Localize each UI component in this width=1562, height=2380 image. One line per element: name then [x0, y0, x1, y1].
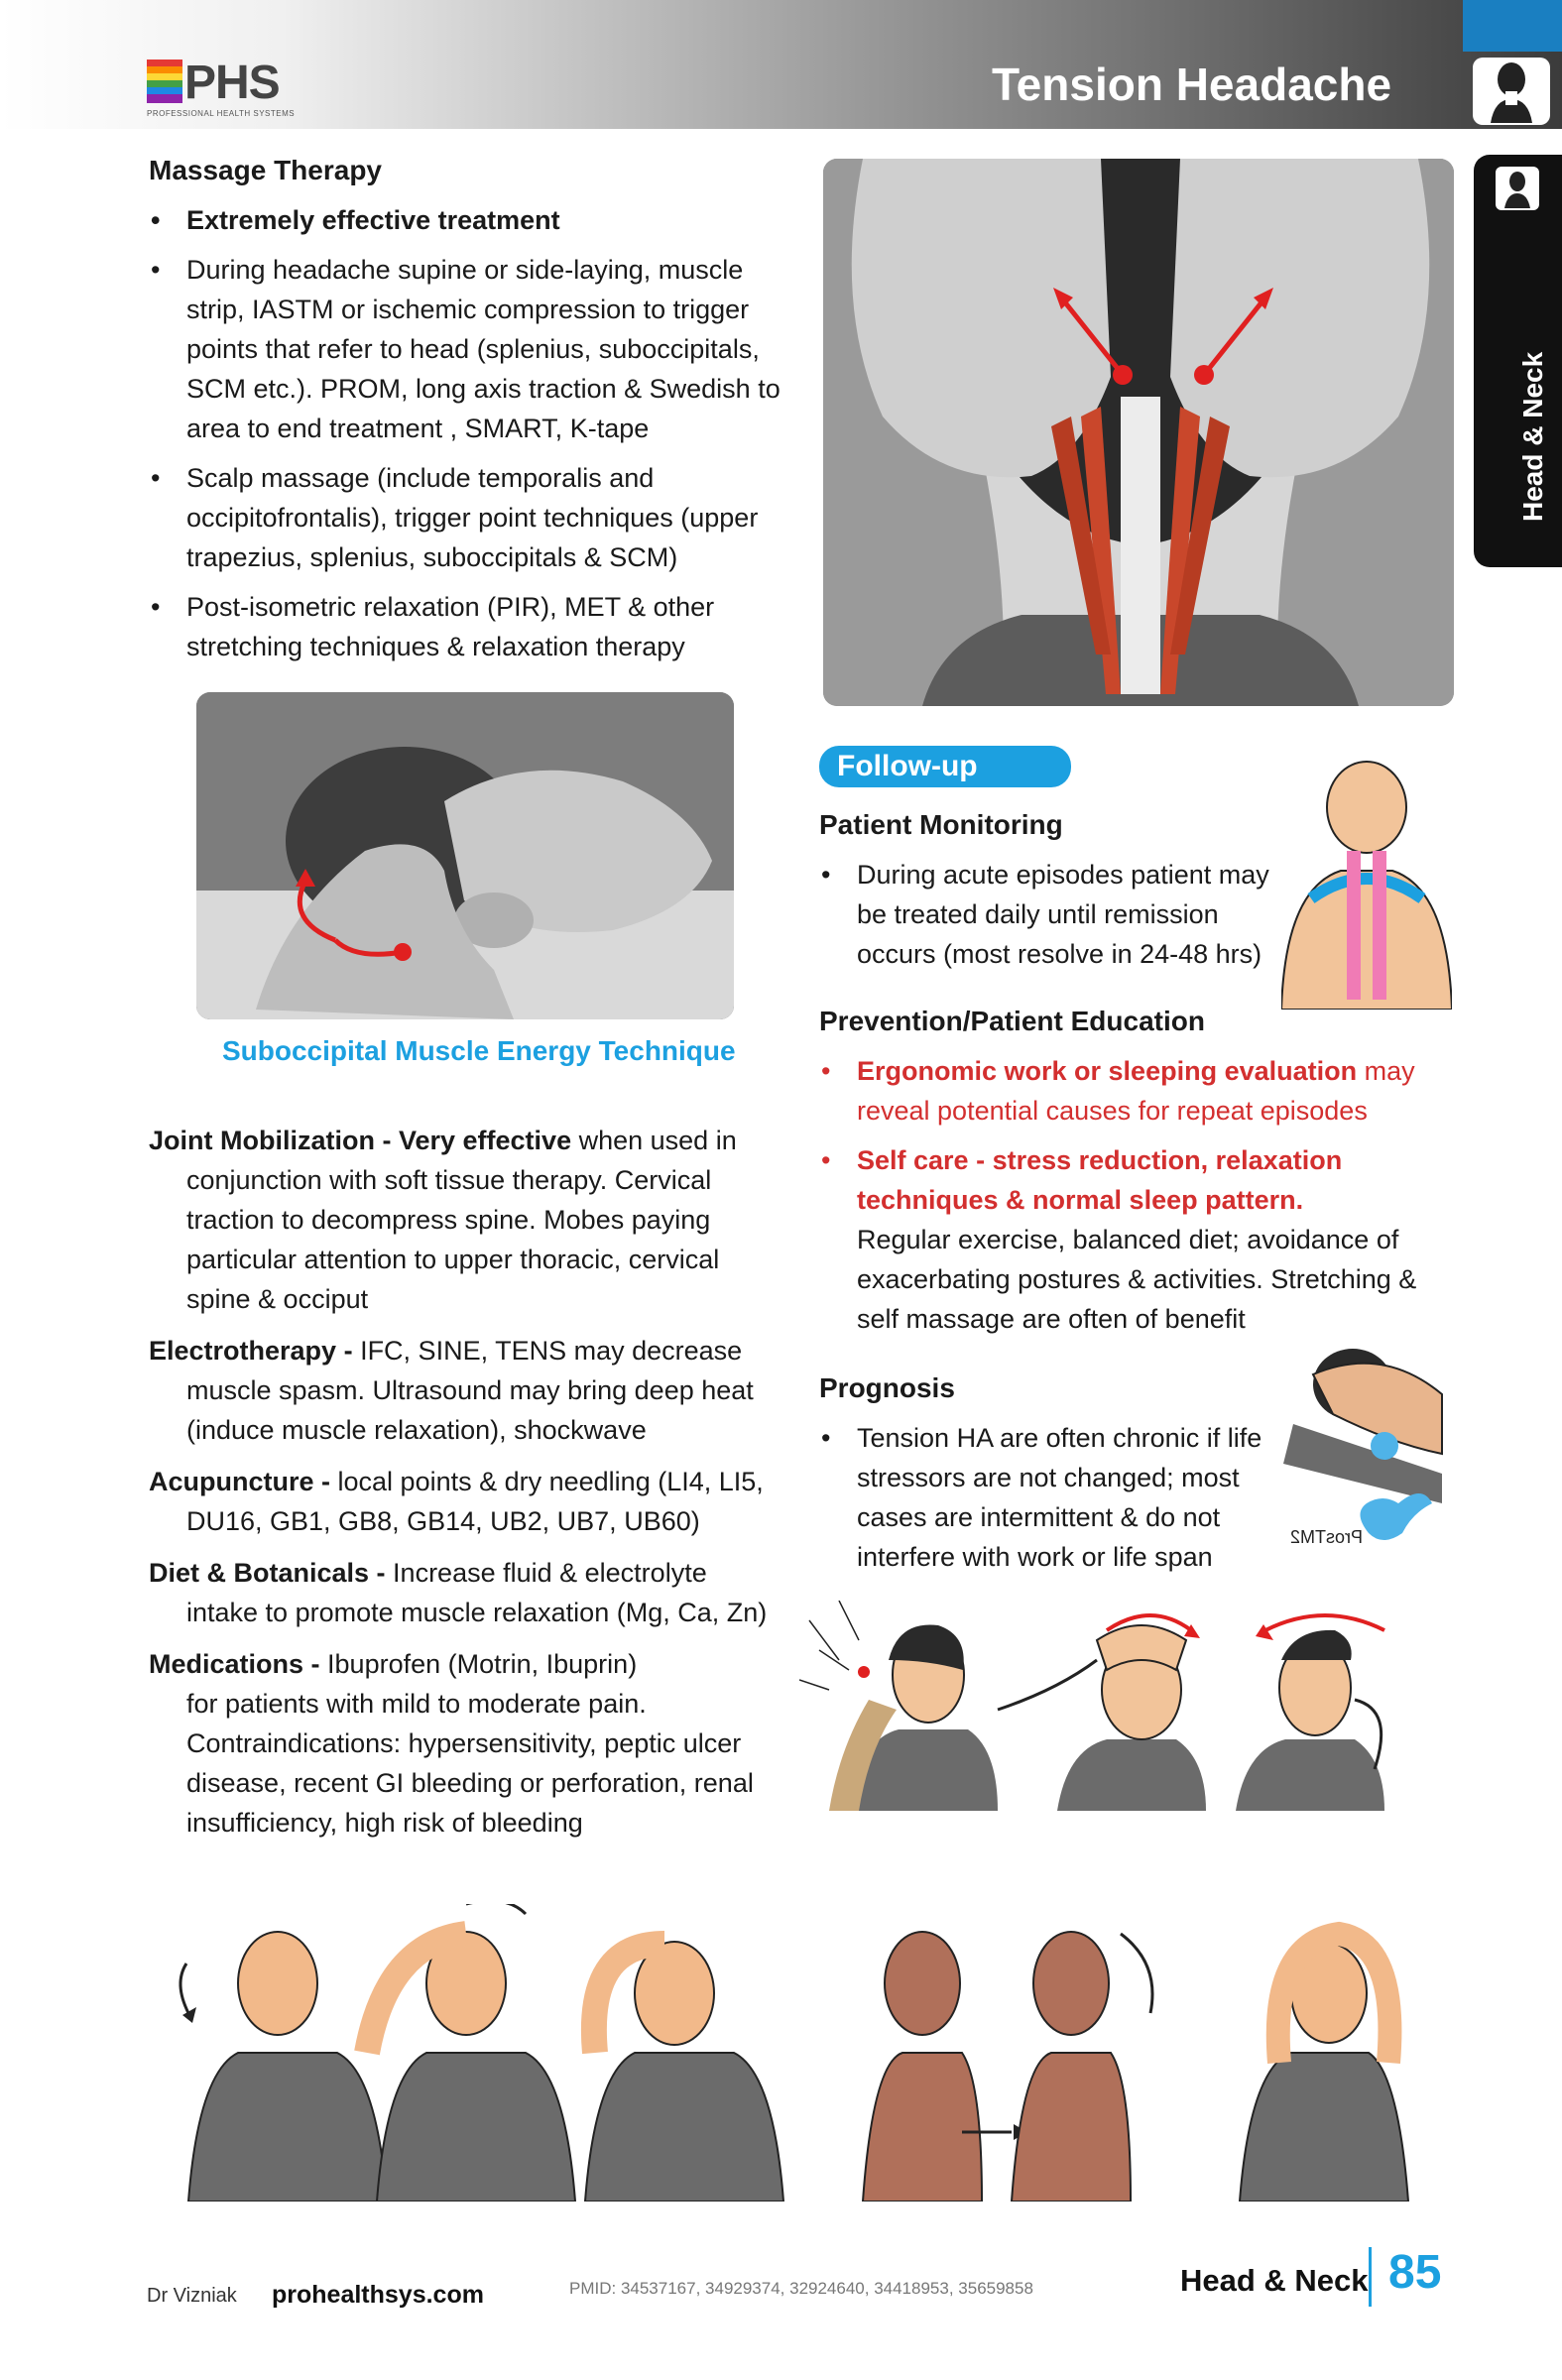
patient-monitoring-section: [819, 805, 1285, 984]
massage-section: [149, 151, 783, 676]
tool-label: ProsTM2: [1289, 1527, 1363, 1547]
treatment-text: IFC, SINE, TENS may decrease muscle spasm. Ultrasound may bring deep heat (induce muscle relaxation), shockwave: [186, 1336, 754, 1445]
treatment-text: Increase fluid & electrolyte intake to promote muscle relaxation (Mg, Ca, Zn): [186, 1558, 768, 1627]
self-massage-tool-illustration: [1273, 1335, 1452, 1563]
logo-subtext: PROFESSIONAL HEALTH SYSTEMS: [147, 109, 296, 118]
stretching-illustrations-row: [799, 1601, 1454, 1811]
logo-flag: [147, 60, 182, 103]
levator-scapulae-stretch-figure: [585, 1942, 783, 2202]
education-bullets: [819, 1051, 1454, 1339]
education-rest-2: Regular exercise, balanced diet; avoidance of exacerbating postures & activities. Stretching & self massage are often of benefit: [857, 1225, 1417, 1334]
massage-bullets: [149, 200, 783, 666]
assisted-lateral-flexion-figure: [367, 1904, 575, 2202]
massage-bullet: • Post-isometric relaxation (PIR), MET & other stretching techniques & relaxation therapy: [149, 587, 783, 666]
education-bold-1: Ergonomic work or sleeping evaluation: [857, 1056, 1358, 1086]
treatment-label: Medications -: [149, 1649, 320, 1679]
patient-education-section: [819, 1002, 1454, 1349]
massage-heading: Massage Therapy: [149, 155, 382, 185]
neck-stretch-illustrations-row: [169, 1904, 1438, 2202]
acupuncture-figure: [799, 1601, 998, 1811]
page-title: Tension Headache: [992, 59, 1392, 110]
prognosis-heading: Prognosis: [819, 1372, 955, 1403]
education-bullet: [819, 1051, 1454, 1130]
footer-website-link[interactable]: prohealthsys.com: [272, 2281, 484, 2309]
prognosis-section: [819, 1368, 1275, 1587]
monitoring-bullet: • During acute episodes patient may be treated daily until remission occurs (most resolve in 24-48 hrs): [819, 855, 1285, 974]
suboccipital-technique-photo: [196, 692, 734, 1019]
followup-badge: Follow-up: [819, 746, 1071, 787]
photo-caption: Suboccipital Muscle Energy Technique: [222, 1035, 736, 1066]
neck-extension-figure: [1012, 1932, 1152, 2202]
treatment-text: Ibuprofen (Motrin, Ibuprin): [319, 1649, 638, 1679]
neck-anatomy-illustration: [823, 159, 1454, 706]
treatment-text: when used in conjunction with soft tissue therapy. Cervical traction to decompress spine. Mobes paying particular attention to upper thoracic, cervical spine & occiput: [186, 1126, 737, 1314]
treatment-label: Acupuncture -: [149, 1467, 331, 1496]
treatment-extra: for patients with mild to moderate pain. Contraindications: hypersensitivity, peptic ulcer disease, recent GI bleeding or perforation, renal insufficiency, high risk of bleeding: [186, 1689, 754, 1838]
treatment-text: local points & dry needling (LI4, LI5, DU16, GB1, GB8, GB14, UB2, UB7, UB60): [186, 1467, 764, 1536]
education-bullet: [819, 1140, 1454, 1339]
logo-text: PHS: [184, 57, 280, 109]
page-number: 85: [1388, 2246, 1442, 2299]
side-tab-label: Head & Neck: [1517, 351, 1548, 522]
massage-bullet: • Scalp massage (include temporalis and occipitofrontalis), trigger point techniques (upper trapezius, splenius, suboccipitals & SCM): [149, 458, 783, 577]
treatment-entry: [149, 1462, 783, 1541]
scalp-massage-figure: [998, 1615, 1206, 1811]
head-rotation-figure: [1236, 1615, 1384, 1811]
footer-divider: [1369, 2247, 1372, 2307]
treatment-list: [149, 1121, 783, 1854]
treatment-entry: [149, 1644, 783, 1843]
footer-author: Dr Vizniak: [147, 2285, 237, 2307]
massage-bullet: • Extremely effective treatment: [149, 200, 783, 240]
lateral-flexion-figure: [180, 1932, 387, 2202]
massage-bullet: • During headache supine or side-laying, muscle strip, IASTM or ischemic compression to trigger points that refer to head (splenius, suboccipitals, SCM etc.). PROM, long axis traction & Swedish to area to end treatment , SMART, K-tape: [149, 250, 783, 448]
treatment-entry: [149, 1553, 783, 1632]
section-side-tab[interactable]: [1474, 155, 1562, 567]
education-rest-1: may reveal potential causes for repeat episodes: [857, 1056, 1415, 1126]
treatment-entry: [149, 1121, 783, 1319]
neck-trigger-point-photo: [823, 159, 1454, 706]
overhead-stretch-figure: [1240, 1934, 1408, 2202]
head-neck-icon: [1473, 58, 1550, 125]
treatment-label: Diet & Botanicals -: [149, 1558, 386, 1588]
education-bold-2: • Self care - stress reduction, relaxation techniques & normal sleep pattern.: [857, 1145, 1343, 1215]
monitoring-bullets: [819, 855, 1285, 974]
prognosis-bullet: • Tension HA are often chronic if life stressors are not changed; most cases are intermittent & do not interfere with work or life span: [819, 1418, 1275, 1577]
prognosis-bullets: [819, 1418, 1275, 1577]
education-heading: Prevention/Patient Education: [819, 1006, 1205, 1036]
treatment-entry: [149, 1331, 783, 1450]
kinesio-tape-back-illustration: [1281, 760, 1452, 1010]
chin-tuck-figure: [863, 1932, 1027, 2202]
treatment-label: Electrotherapy -: [149, 1336, 353, 1366]
monitoring-heading: Patient Monitoring: [819, 809, 1063, 840]
header-accent-block: [1463, 0, 1562, 52]
footer-section-name: Head & Neck: [1180, 2263, 1369, 2298]
suboccipital-photo-illustration: [196, 692, 734, 1019]
footer-references: PMID: 34537167, 34929374, 32924640, 34418953, 35659858: [569, 2279, 1033, 2298]
treatment-label: Joint Mobilization - Very effective: [149, 1126, 572, 1155]
